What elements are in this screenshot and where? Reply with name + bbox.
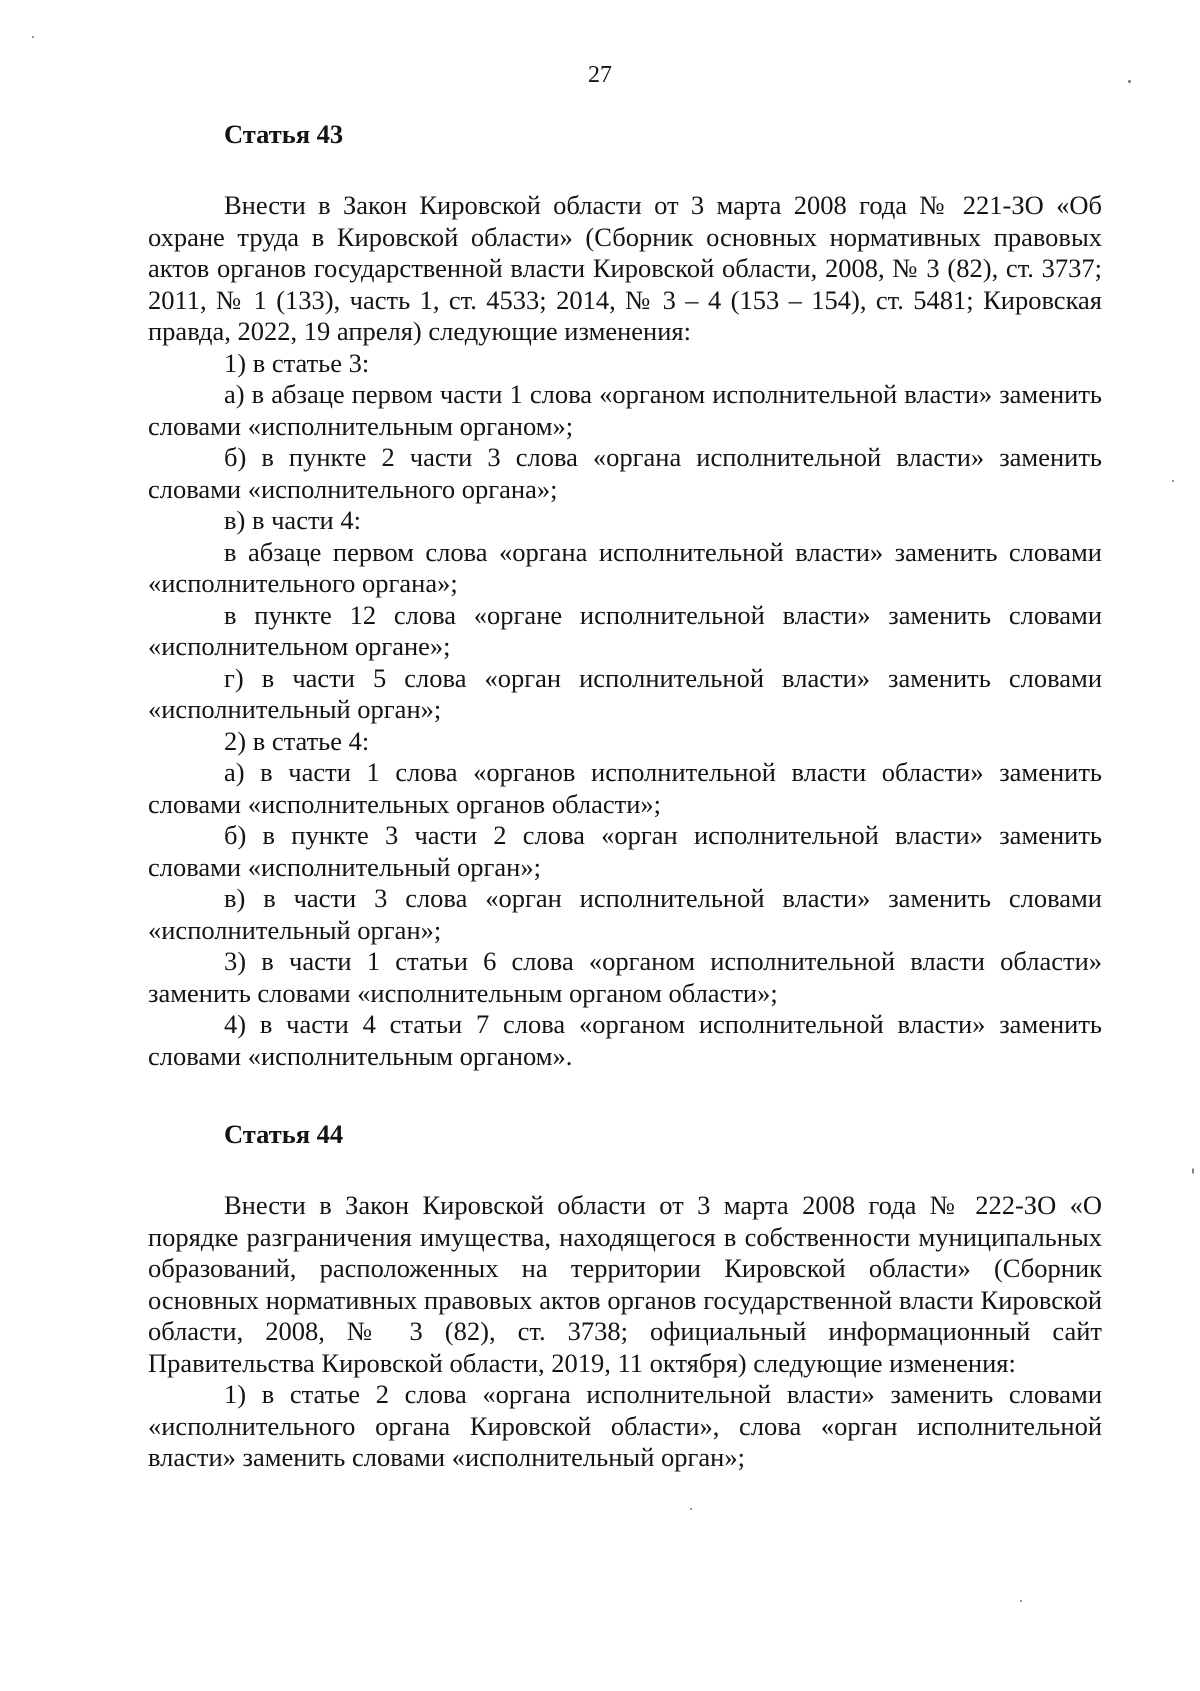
scan-speck bbox=[1128, 80, 1131, 83]
article-paragraph: в) в части 4: bbox=[224, 505, 361, 535]
article-paragraph: Внести в Закон Кировской области от 3 марта 2008 года № 222-ЗО «О порядке разграничения имущества, находящегося в собственности муниципальных образований, расположенных на территории Кировской области» (Сборник основных нормативных правовых актов органов государственной власти Кировской области, 2008, № 3 (82), ст. 3738; официальный информационный сайт Правительства Кировской области, 2019, 11 октября) следующие изменения: bbox=[148, 1190, 1102, 1378]
article-paragraph: в пункте 12 слова «органе исполнительной власти» заменить словами «исполнительном органе»; bbox=[148, 599, 1102, 661]
article-paragraph: 1) в статье 3: bbox=[224, 347, 370, 378]
scan-speck bbox=[1192, 1168, 1194, 1174]
scan-speck bbox=[32, 36, 34, 38]
scan-speck bbox=[690, 1508, 692, 1510]
article-paragraph: в абзаце первом слова «органа исполнительной власти» заменить словами «исполнительного органа»; bbox=[148, 536, 1102, 598]
article-paragraph: 1) в статье 2 слова «органа исполнительной власти» заменить словами «исполнительного органа Кировской области», слова «орган исполнительной власти» заменить словами «исполнительный орган»; bbox=[148, 1379, 1102, 1472]
article-paragraph: 3) в части 1 статьи 6 слова «органом исполнительной власти области» заменить словами «исполнительным органом области»; bbox=[148, 946, 1102, 1008]
page-number: 27 bbox=[588, 62, 612, 88]
article-paragraph: б) в пункте 3 части 2 слова «орган исполнительной власти» заменить словами «исполнительный орган»; bbox=[148, 820, 1102, 882]
article-paragraph: а) в части 1 слова «органов исполнительной власти области» заменить словами «исполнительных органов области»; bbox=[148, 757, 1102, 819]
article-title: Статья 43 bbox=[224, 119, 344, 149]
article-paragraph: г) в части 5 слова «орган исполнительной власти» заменить словами «исполнительный орган»; bbox=[148, 662, 1102, 724]
article-paragraph: в) в части 3 слова «орган исполнительной власти» заменить словами «исполнительный орган»; bbox=[148, 883, 1102, 945]
article-paragraph: 4) в части 4 статьи 7 слова «органом исполнительной власти» заменить словами «исполнительным органом». bbox=[148, 1009, 1102, 1071]
scan-speck bbox=[1172, 480, 1174, 482]
article-title: Статья 44 bbox=[224, 1119, 344, 1149]
scan-speck bbox=[1020, 1600, 1022, 1602]
article-paragraph: Внести в Закон Кировской области от 3 марта 2008 года № 221-ЗО «Об охране труда в Кировской области» (Сборник основных нормативных правовых актов органов государственной власти Кировской области, 2008, № 3 (82), ст. 3737; 2011, № 1 (133), часть 1, ст. 4533; 2014, № 3 – 4 (153 – 154), ст. 5481; Кировская правда, 2022, 19 апреля) следующие изменения: bbox=[148, 190, 1102, 346]
article-paragraph: а) в абзаце первом части 1 слова «органом исполнительной власти» заменить словами «исполнительным органом»; bbox=[148, 379, 1102, 441]
article-43 bbox=[148, 118, 1102, 1072]
article-paragraph: 2) в статье 4: bbox=[224, 725, 370, 756]
article-44 bbox=[148, 1118, 1102, 1474]
article-paragraph: б) в пункте 2 части 3 слова «органа исполнительной власти» заменить словами «исполнительного органа»; bbox=[148, 442, 1102, 504]
